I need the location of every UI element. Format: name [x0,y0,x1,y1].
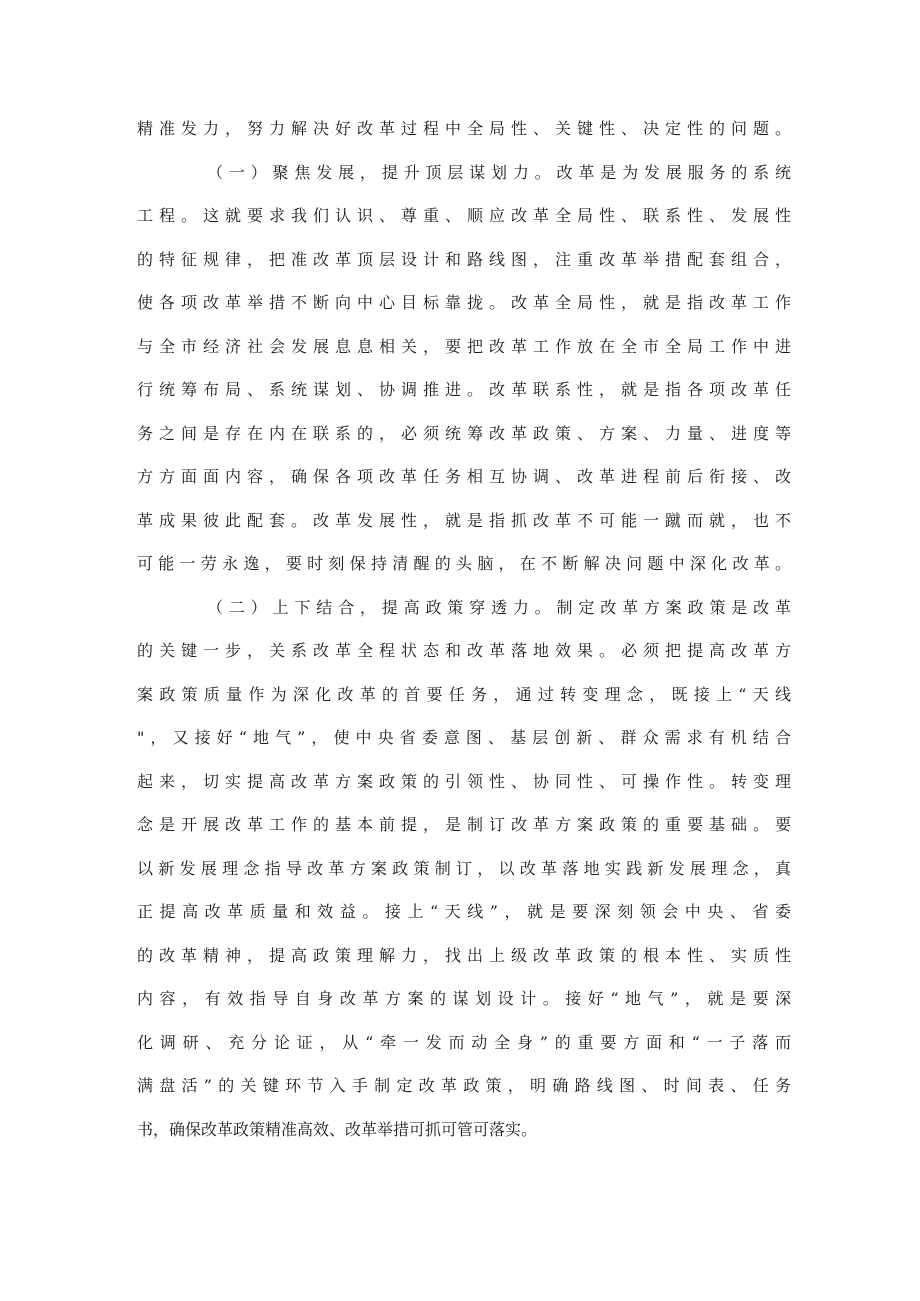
text-line: 案政策质量作为深化改革的首要任务，通过转变理念，既接上“天线 [137,684,791,704]
text-line: 念是开展改革工作的基本前提，是制订改革方案政策的重要基础。要 [137,815,791,834]
text-line: 方方面面内容，确保各项改革任务相互协调、改革进程前后衔接、改 [137,467,791,486]
text-line: "，又接好“地气”，使中央省委意图、基层创新、群众需求有机结合 [137,728,791,747]
text-line: 使各项改革举措不断向中心目标靠拢。改革全局性，就是指改革工作 [137,293,791,312]
text-line: 务之间是存在内在联系的，必须统筹改革政策、方案、力量、进度等 [137,423,791,443]
text-line: 的特征规律，把准改革顶层设计和路线图，注重改革举措配套组合， [137,249,791,269]
text-line: 起来，切实提高改革方案政策的引领性、协同性、可操作性。转变理 [137,771,791,791]
body-text [137,116,791,1160]
text-line: 正提高改革质量和效益。接上“天线”，就是要深刻领会中央、省委 [137,902,791,921]
text-line: 行统筹布局、系统谋划、协调推进。改革联系性，就是指各项改革任 [137,380,791,399]
text-line: 的改革精神，提高政策理解力，找出上级改革政策的根本性、实质性 [137,945,791,965]
text-line-last: 书，确保改革政策精准高效、改革举措可抓可管可落实。 [137,1119,538,1139]
text-line: 化调研、充分论证，从“牵一发而动全身”的重要方面和“一子落而 [137,1032,791,1052]
text-line: 与全市经济社会发展息息相关，要把改革工作放在全市全局工作中进 [137,336,791,356]
section-heading-line-1: （一）聚焦发展，提升顶层谋划力。改革是为发展服务的系统 [207,162,791,182]
text-line: 满盘活”的关键环节入手制定改革政策，明确路线图、时间表、任务 [137,1076,791,1095]
section-heading-line-2: （二）上下结合，提高政策穿透力。制定改革方案政策是改革 [207,597,791,617]
text-line: 的关键一步，关系改革全程状态和改革落地效果。必须把提高改革方 [137,641,791,660]
text-line: 可能一劳永逸，要时刻保持清醒的头脑，在不断解决问题中深化改革。 [137,554,791,573]
text-line: 内容，有效指导自身改革方案的谋划设计。接好“地气”，就是要深 [137,989,791,1008]
text-line: 革成果彼此配套。改革发展性，就是指抓改革不可能一蹴而就，也不 [137,510,791,530]
text-line: 以新发展理念指导改革方案政策制订，以改革落地实践新发展理念，真 [137,858,791,878]
text-line: 精准发力，努力解决好改革过程中全局性、关键性、决定性的问题。 [137,119,791,138]
text-line: 工程。这就要求我们认识、尊重、顺应改革全局性、联系性、发展性 [137,206,791,225]
